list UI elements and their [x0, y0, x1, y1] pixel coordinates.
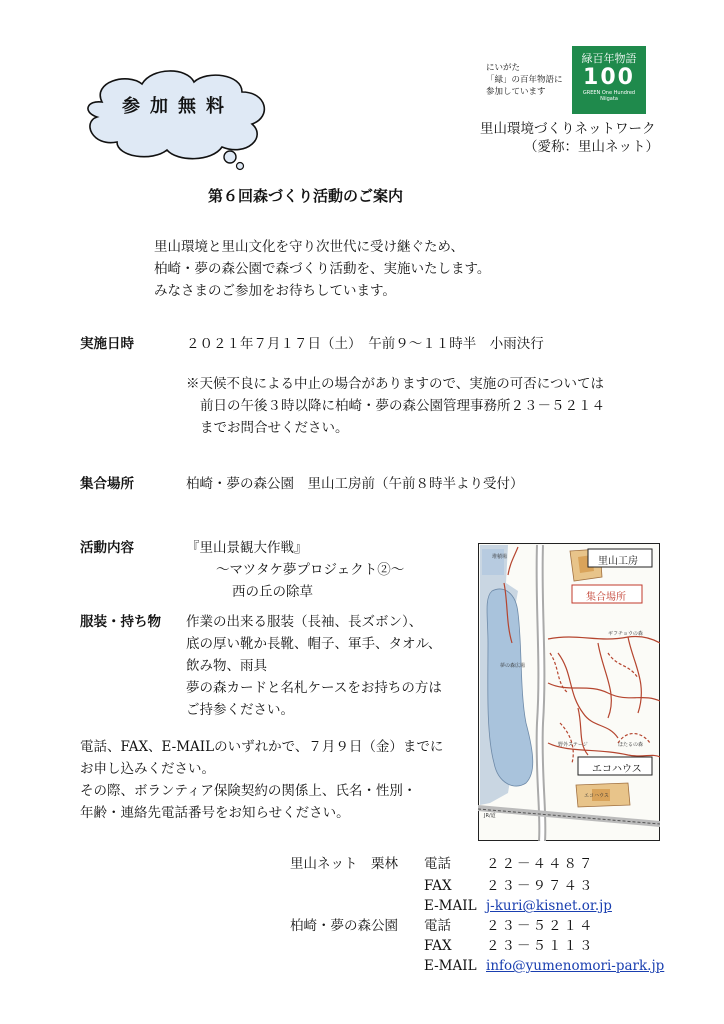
activity-label: 活動内容 [80, 540, 134, 556]
email-link[interactable]: j-kuri@kisnet.or.jp [486, 898, 612, 914]
free-participation-badge [72, 62, 282, 172]
map-label-small-4: 野外ステージ [558, 742, 588, 748]
place-value: 柏崎・夢の森公園 里山工房前（午前８時半より受付） [186, 476, 524, 492]
map-label-small-6: エコハウス [584, 793, 609, 799]
apply-text: 電話、FAX、E-MAILのいずれかで、７月９日（金）までに お申し込みください。 その際、ボランティア保険契約の関係上、氏名・性別・ 年齢・連絡先電話番号をお知らせください。 [80, 739, 444, 821]
contact-org: 里山ネット 栗林 [290, 856, 398, 872]
map-label-small-2: ギフチョウの森 [608, 631, 643, 637]
logo-green-box: 緑百年物語 100 GREEN One Hundred Niigata [572, 46, 646, 114]
contact-value: ２２－４４８７ [486, 856, 595, 872]
activity-lines: 『里山景観大作戦』 ～マツタケ夢プロジェクト②～ 西の丘の除草 [186, 540, 405, 600]
contact-value: ２３－９７４３ [486, 878, 595, 894]
badge-text: 参加無料 [122, 96, 234, 117]
email-link[interactable]: info@yumenomori-park.jp [486, 958, 665, 974]
org-name: 里山環境づくりネットワーク [480, 121, 656, 137]
page-title: 第６回森づくり活動のご案内 [208, 187, 404, 205]
contact-org: 柏崎・夢の森公園 [290, 918, 398, 934]
date-value: ２０２１年７月１７日（土） 午前９～１１時半 小雨決行 [186, 336, 544, 352]
contact-kind: E-MAIL [424, 958, 477, 974]
contact-kind: FAX [424, 878, 452, 894]
map-label-small-1: 堆積場 [492, 554, 508, 560]
contact-kind: 電話 [424, 856, 451, 872]
date-label: 実施日時 [80, 336, 134, 352]
logo-caption: にいがた 「緑」の百年物語に 参加しています [486, 63, 563, 97]
items-label: 服装・持ち物 [80, 614, 161, 630]
contact-kind: 電話 [424, 918, 451, 934]
contact-value: ２３－５１１３ [486, 938, 595, 954]
park-map [478, 543, 660, 841]
date-notes: ※天候不良による中止の場合がありますので、実施の可否については 前日の午後３時以降に柏崎・夢の森公園管理事務所２３－５２１４ までお問合せください。 [186, 376, 605, 436]
contact-kind: FAX [424, 938, 452, 954]
contact-kind: E-MAIL [424, 898, 477, 914]
green-100-logo [486, 46, 661, 116]
map-label-meeting-place: 集合場所 [586, 592, 626, 603]
intro-text: 里山環境と里山文化を守り次世代に受け継ぐため、 柏崎・夢の森公園で森づくり活動を、実施いたします。 みなさまのご参加をお待ちしています。 [154, 239, 491, 299]
map-label-small-3: 夢の森広場 [500, 663, 526, 669]
items-lines: 作業の出来る服装（長袖、長ズボン）、 底の厚い靴か長靴、帽子、軍手、タオル、 飲み物、雨具 夢の森カードと名札ケースをお持ちの方は ご持参ください。 [186, 614, 442, 718]
map-label-eco-house: エコハウス [592, 764, 642, 775]
org-alias: （愛称：里山ネット） [524, 139, 659, 155]
contact-value: ２３－５２１４ [486, 918, 595, 934]
park-map-svg [478, 543, 660, 841]
place-label: 集合場所 [80, 476, 134, 492]
map-label-small-7: JR/道 [484, 813, 496, 819]
map-label-small-5: ほたるの森 [618, 742, 644, 748]
map-label-satoyama-kobo: 里山工房 [598, 556, 638, 567]
